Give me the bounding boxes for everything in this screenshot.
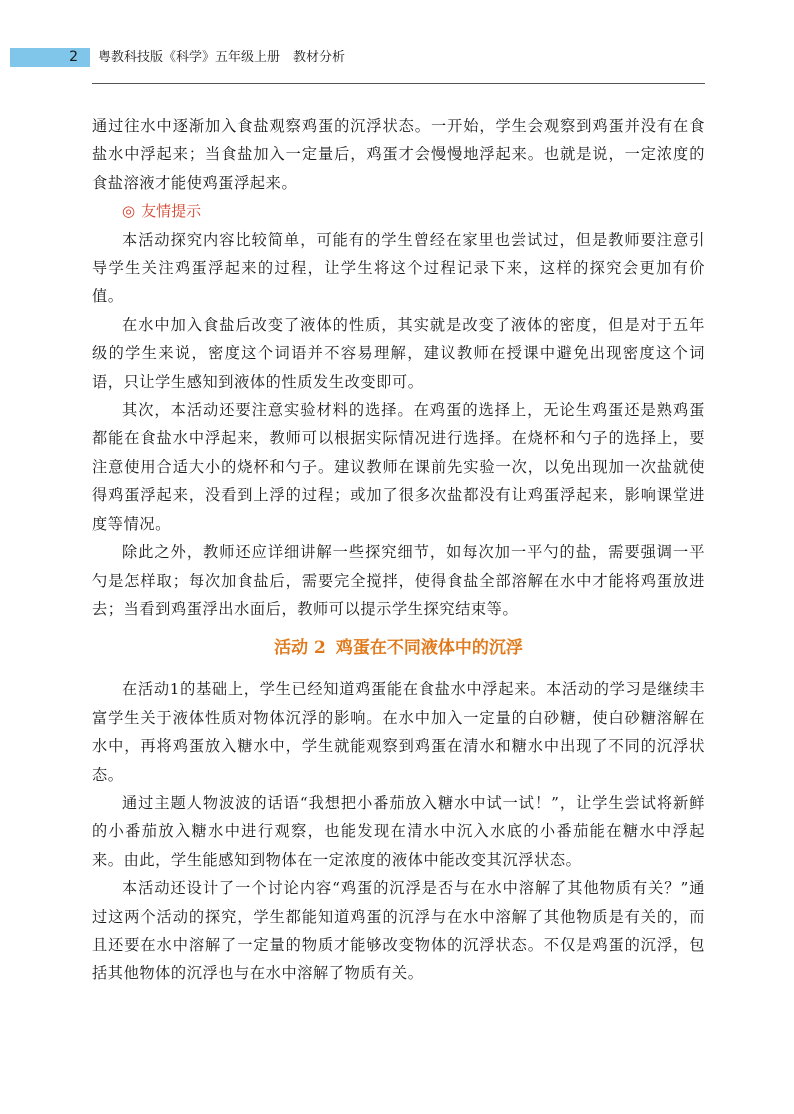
header-divider bbox=[92, 83, 705, 84]
tip-paragraph: 其次，本活动还要注意实验材料的选择。在鸡蛋的选择上，无论生鸡蛋还是熟鸡蛋都能在食盐水中浮起来，教师可以根据实际情况进行选择。在烧杯和勺子的选择上，要注意使用合适大小的烧杯和勺子。建议教师在课前先实验一次，以免出现加一次盐就使得鸡蛋浮起来，没看到上浮的过程；或加了很多次盐都没有让鸡蛋浮起来，影响课堂进度等情况。 bbox=[92, 401, 705, 533]
tip-paragraph: 除此之外，教师还应详细讲解一些探究细节，如每次加一平勺的盐，需要强调一平勺是怎样取；每次加食盐后，需要完全搅拌，使得食盐全部溶解在水中才能将鸡蛋放进去；当看到鸡蛋浮出水面后，教师可以提示学生探究结束等。 bbox=[92, 543, 705, 618]
intro-paragraph: 通过往水中逐渐加入食盐观察鸡蛋的沉浮状态。一开始，学生会观察到鸡蛋并没有在食盐水中浮起来；当食盐加入一定量后，鸡蛋才会慢慢地浮起来。也就是说，一定浓度的食盐溶液才能使鸡蛋浮起来。 bbox=[92, 117, 705, 192]
page-number-badge bbox=[10, 48, 90, 67]
tip-heading-text: 友情提示 bbox=[141, 202, 202, 221]
section-paragraph: 通过主题人物波波的话语“我想把小番茄放入糖水中试一试！”，让学生尝试将新鲜的小番茄放入糖水中进行观察，也能发现在清水中沉入水底的小番茄能在糖水中浮起来。由此，学生能感知到物体在一定浓度的液体中能改变其沉浮状态。 bbox=[92, 793, 705, 869]
section-heading bbox=[92, 633, 705, 663]
tip-heading bbox=[92, 197, 705, 225]
section-number: 活动 2 bbox=[274, 638, 326, 659]
running-title: 粤教科技版《科学》五年级上册 教材分析 bbox=[98, 50, 346, 65]
page-header bbox=[0, 46, 794, 70]
page-number: 2 bbox=[69, 49, 78, 65]
target-circle-icon: ◎ bbox=[122, 202, 136, 221]
section-paragraph: 本活动还设计了一个讨论内容“鸡蛋的沉浮是否与在水中溶解了其他物质有关？”通过这两个活动的探究，学生都能知道鸡蛋的沉浮与在水中溶解了其他物质是有关的，而且还要在水中溶解了一定量的物质才能够改变物体的沉浮状态。不仅是鸡蛋的沉浮，包括其他物体的沉浮也与在水中溶解了物质有关。 bbox=[92, 879, 705, 983]
document-body bbox=[92, 112, 705, 988]
tip-paragraph: 在水中加入食盐后改变了液体的性质，其实就是改变了液体的密度，但是对于五年级的学生来说，密度这个词语并不容易理解，建议教师在授课中避免出现密度这个词语，只让学生感知到液体的性质发生改变即可。 bbox=[92, 315, 705, 391]
section-title: 鸡蛋在不同液体中的沉浮 bbox=[335, 638, 523, 659]
section-paragraph: 在活动1的基础上，学生已经知道鸡蛋能在食盐水中浮起来。本活动的学习是继续丰富学生关于液体性质对物体沉浮的影响。在水中加入一定量的白砂糖，使白砂糖溶解在水中，再将鸡蛋放入糖水中，学生就能观察到鸡蛋在清水和糖水中出现了不同的沉浮状态。 bbox=[92, 680, 705, 784]
tip-paragraph: 本活动探究内容比较简单，可能有的学生曾经在家里也尝试过，但是教师要注意引导学生关注鸡蛋浮起来的过程，让学生将这个过程记录下来，这样的探究会更加有价值。 bbox=[92, 230, 705, 306]
